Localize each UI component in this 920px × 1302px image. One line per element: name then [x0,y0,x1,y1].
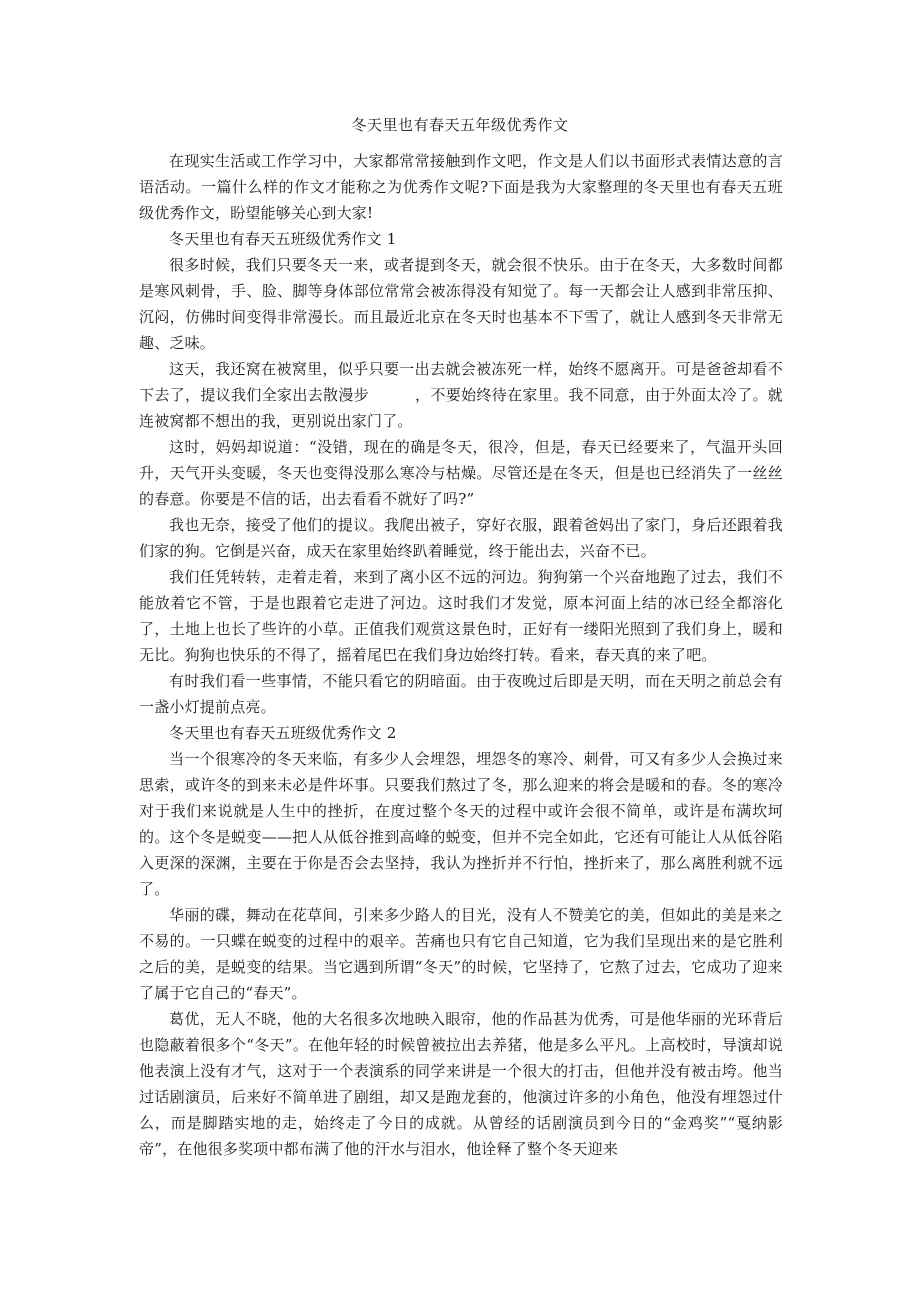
body-paragraph: 很多时候，我们只要冬天一来，或者提到冬天，就会很不快乐。由于在冬天，大多数时间都是寒风刺骨，手、脸、脚等身体部位常常会被冻得没有知觉了。每一天都会让人感到非常压抑、沉闷，仿佛时间变得非常漫长。而且最近北京在冬天时也基本不下雪了，就让人感到冬天非常无趣、乏味。 [139,256,783,352]
document-body [139,148,783,1162]
body-paragraph: 我也无奈，接受了他们的提议。我爬出被子，穿好衣服，跟着爸妈出了家门，身后还跟着我们家的狗。它倒是兴奋，成天在家里始终趴着睡觉，终于能出去，兴奋不已。 [139,516,783,560]
body-paragraph: 当一个很寒冷的冬天来临，有多少人会埋怨，埋怨冬的寒冷、刺骨，可又有多少人会换过来思索，或许冬的到来未必是件坏事。只要我们熬过了冬，那么迎来的将会是暖和的春。冬的寒冷对于我们来说就是人生中的挫折，在度过整个冬天的过程中或许会很不简单，或许是布满坎坷的。这个冬是蜕变——把人从低谷推到高峰的蜕变，但并不完全如此，它还有可能让人从低谷陷入更深的深渊，主要在于你是否会去坚持，我认为挫折并不行怕，挫折来了，那么离胜利就不远了。 [139,750,783,898]
body-paragraph: 这天，我还窝在被窝里，似乎只要一出去就会被冻死一样，始终不愿离开。可是爸爸却看不下去了，提议我们全家出去散漫步 ，不要始终待在家里。我不同意，由于外面太冷了。就连被窝都不想出的我，更别说出家门了。 [139,360,783,430]
document-title: 冬天里也有春天五年级优秀作文 [351,116,569,134]
body-paragraph: 华丽的碟，舞动在花草间，引来多少路人的目光，没有人不赞美它的美，但如此的美是来之不易的。一只蝶在蜕变的过程中的艰辛。苦痛也只有它自己知道，它为我们呈现出来的是它胜利之后的美，是蜕变的结果。当它遇到所谓“冬天”的时候，它坚持了，它熬了过去，它成功了迎来了属于它自己的“春天”。 [139,906,783,1002]
intro-paragraph: 在现实生活或工作学习中，大家都常常接触到作文吧，作文是人们以书面形式表情达意的言语活动。一篇什么样的作文才能称之为优秀作文呢?下面是我为大家整理的冬天里也有春天五班级优秀作文，盼望能够关心到大家! [139,152,783,222]
section-heading-2: 冬天里也有春天五班级优秀作文 2 [169,724,397,742]
body-paragraph: 葛优，无人不晓，他的大名很多次地映入眼帘，他的作品甚为优秀，可是他华丽的光环背后也隐蔽着很多个“冬天”。在他年轻的时候曾被拉出去养猪，他是多么平凡。上高校时，导演却说他表演上没有才气，这对于一个表演系的同学来讲是一个很大的打击，但他并没有被击垮。他当过话剧演员，后来好不简单进了剧组，却又是跑龙套的，他演过许多的小角色，他没有埋怨过什么，而是脚踏实地的走，始终走了今日的成就。从曾经的话剧演员到今日的“金鸡奖”“戛纳影帝”，在他很多奖项中都布满了他的汗水与泪水，他诠释了整个冬天迎来 [139,1010,783,1158]
body-paragraph: 这时，妈妈却说道：“没错，现在的确是冬天，很冷，但是，春天已经要来了，气温开头回升，天气开头变暖，冬天也变得没那么寒冷与枯燥。尽管还是在冬天，但是也已经消失了一丝丝的春意。你要是不信的话，出去看看不就好了吗?” [139,438,783,508]
body-paragraph: 我们任凭转转，走着走着，来到了离小区不远的河边。狗狗第一个兴奋地跑了过去，我们不能放着它不管，于是也跟着它走进了河边。这时我们才发觉，原本河面上结的冰已经全都溶化了，土地上也长了些许的小草。正值我们观赏这景色时，正好有一缕阳光照到了我们身上，暖和无比。狗狗也快乐的不得了，摇着尾巴在我们身边始终打转。看来，春天真的来了吧。 [139,568,783,664]
body-paragraph: 有时我们看一些事情，不能只看它的阴暗面。由于夜晚过后即是天明，而在天明之前总会有一盏小灯提前点亮。 [139,672,783,716]
section-heading-1: 冬天里也有春天五班级优秀作文 1 [169,230,397,248]
